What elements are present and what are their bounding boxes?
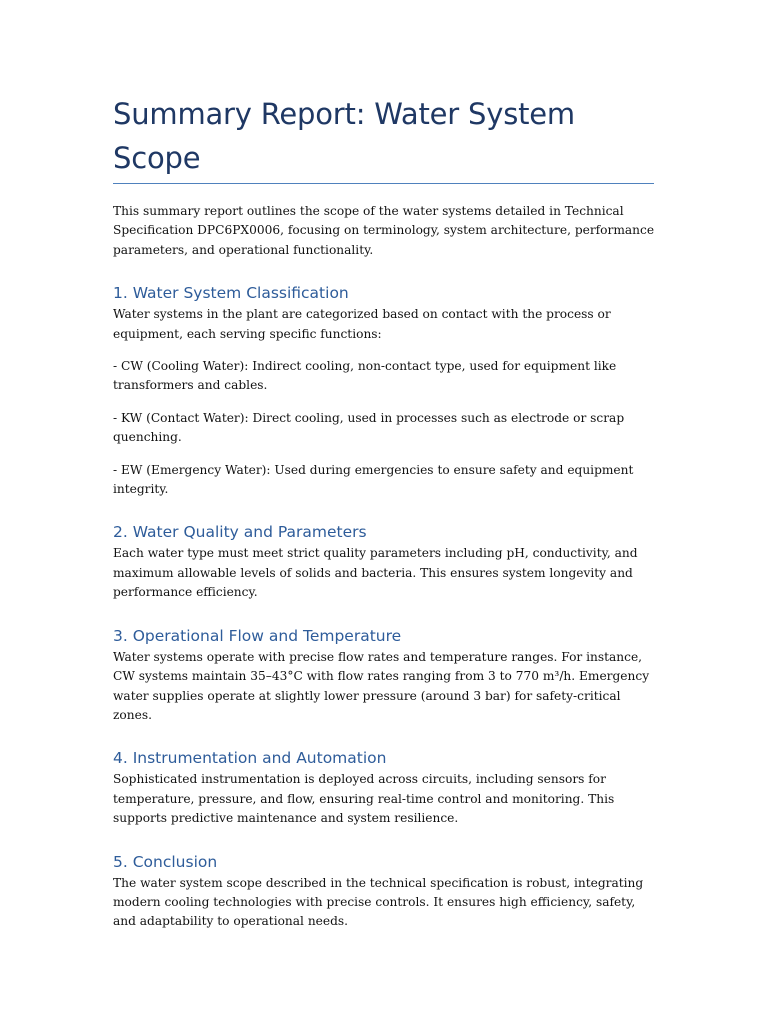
section-paragraph: Water systems operate with precise flow rates and temperature ranges. For instance, CW systems maintain 35–43°C with flow rates ranging from 3 to 770 m³/h. Emergency water supplies operate at slightly lower pressure (around 3 bar) for safety-critical zones. (113, 649, 650, 722)
section-heading: 1. Water System Classification (113, 284, 349, 303)
section-paragraph: The water system scope described in the technical specification is robust, integrating modern cooling technologies with precise controls. It ensures high efficiency, safety, and adaptability to operational needs. (113, 875, 644, 929)
bullet-cw: - CW (Cooling Water): Indirect cooling, non-contact type, used for equipment like transformers and cables. (113, 359, 617, 393)
section-heading: 3. Operational Flow and Temperature (113, 626, 402, 645)
section-heading: 2. Water Quality and Parameters (113, 523, 367, 542)
section-paragraph: Each water type must meet strict quality parameters including pH, conductivity, and maximum allowable levels of solids and bacteria. This ensures system longevity and performance efficiency. (113, 546, 638, 600)
intro-paragraph: This summary report outlines the scope of the water systems detailed in Technical Specification DPC6PX0006, focusing on terminology, system architecture, performance parameters, and operational functionality. (113, 204, 655, 257)
section-heading: 5. Conclusion (113, 852, 218, 871)
document-content (113, 92, 658, 932)
section-operational-flow (113, 625, 658, 726)
section-paragraph: Sophisticated instrumentation is deployed across circuits, including sensors for temperature, pressure, and flow, ensuring real-time control and monitoring. This supports predictive maintenance and system resilience. (113, 772, 615, 826)
section-water-system-classification (113, 282, 658, 499)
section-instrumentation (113, 747, 658, 828)
section-water-quality (113, 521, 658, 602)
page-title: Summary Report: Water System Scope (113, 97, 575, 175)
section-paragraph: Water systems in the plant are categorized based on contact with the process or equipment, each serving specific functions: (113, 307, 611, 341)
section-heading: 4. Instrumentation and Automation (113, 749, 387, 768)
bullet-kw: - KW (Contact Water): Direct cooling, used in processes such as electrode or scrap quenching. (113, 410, 625, 445)
section-conclusion (113, 851, 658, 932)
bullet-ew: - EW (Emergency Water): Used during emergencies to ensure safety and equipment integrity. (113, 462, 634, 497)
title-underline (113, 183, 654, 184)
